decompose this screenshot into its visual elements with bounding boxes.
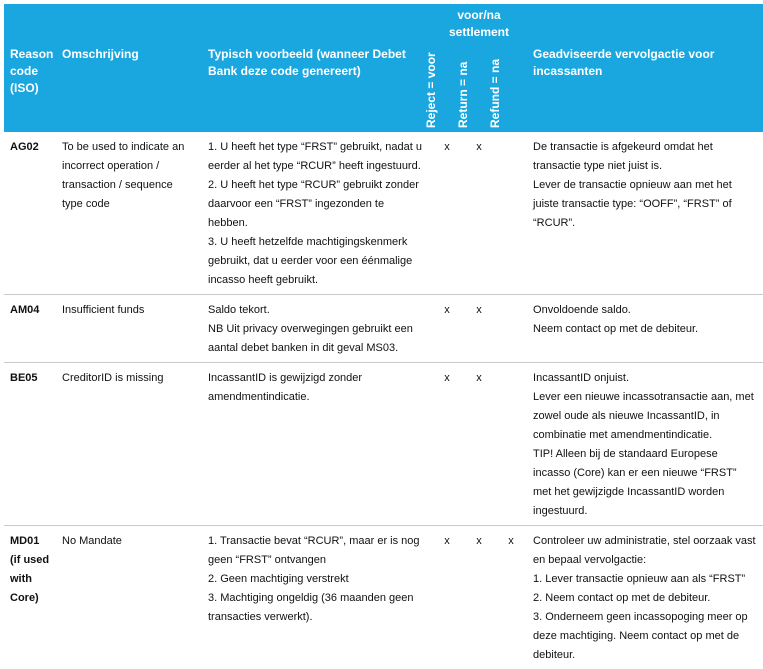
refund-mark [495,363,527,526]
header-reject-label: Reject = voor [423,44,439,128]
voorbeeld-line: Saldo tekort. [208,301,425,320]
vervolgactie-cell [527,295,763,363]
header-reason-code: Reason code (ISO) [4,4,56,132]
reason-code-cell: AM04 [4,295,56,363]
return-mark: x [463,132,495,295]
refund-mark: x [495,526,527,669]
voorbeeld-cell [202,526,431,669]
vervolgactie-line: Lever de transactie opnieuw aan met het juiste transactie type: “OOFF”, “FRST” of “RCUR”. [533,176,757,233]
voorbeeld-line: 1. U heeft het type “FRST” gebruikt, nadat u eerder al het type “RCUR” heeft ingestuurd. [208,138,425,176]
omschrijving-cell: Insufficient funds [56,295,202,363]
vervolgactie-line: Controleer uw administratie, stel oorzaak vast en bepaal vervolgactie: [533,532,757,570]
vervolgactie-line: 3. Onderneem geen incassopoging meer op deze machtiging. Neem contact op met de debiteur. [533,608,757,665]
reject-mark: x [431,526,463,669]
header-omschrijving: Omschrijving [56,4,202,132]
reason-code-cell: BE05 [4,363,56,526]
reason-codes-table [4,4,763,669]
vervolgactie-line: TIP! Alleen bij de standaard Europese incasso (Core) kan er een nieuwe “FRST” met het gewijzigde IncassantID worden ingestuurd. [533,445,757,521]
table-body [4,132,763,669]
return-mark: x [463,295,495,363]
omschrijving-cell: To be used to indicate an incorrect operation / transaction / sequence type code [56,132,202,295]
reject-mark: x [431,295,463,363]
return-mark: x [463,526,495,669]
header-typisch-voorbeeld: Typisch voorbeeld (wanneer Debet Bank deze code genereert) [202,4,431,132]
omschrijving-cell: CreditorID is missing [56,363,202,526]
header-vervolgactie: Geadviseerde vervolgactie voor incassanten [527,4,763,132]
reject-mark: x [431,363,463,526]
refund-mark [495,295,527,363]
refund-mark [495,132,527,295]
voorbeeld-line: 2. Geen machtiging verstrekt [208,570,425,589]
header-voor-na-settlement: voor/na settlement [431,4,527,44]
voorbeeld-line: 3. U heeft hetzelfde machtigingskenmerk gebruikt, dat u eerder voor een éénmalige incasso heeft gebruikt. [208,233,425,290]
voorbeeld-line: 3. Machtiging ongeldig (36 maanden geen transacties verwerkt). [208,589,425,627]
header-return-label: Return = na [455,44,471,128]
voorbeeld-cell [202,295,431,363]
table-row [4,295,763,363]
vervolgactie-cell [527,132,763,295]
vervolgactie-line: IncassantID onjuist. [533,369,757,388]
table-row [4,526,763,669]
voorbeeld-line: 1. Transactie bevat “RCUR”, maar er is nog geen “FRST” ontvangen [208,532,425,570]
voorbeeld-line: 2. U heeft het type “RCUR” gebruikt zonder daarvoor een “FRST” ingezonden te hebben. [208,176,425,233]
reason-code-cell: AG02 [4,132,56,295]
vervolgactie-line: Lever een nieuwe incassotransactie aan, met zowel oude als nieuwe IncassantID, in combinatie met amendmentindicatie. [533,388,757,445]
voorbeeld-line: IncassantID is gewijzigd zonder amendmentindicatie. [208,369,425,407]
voorbeeld-cell [202,132,431,295]
reason-code-cell: MD01 (if used with Core) [4,526,56,669]
vervolgactie-line: Onvoldoende saldo. [533,301,757,320]
table-header [4,4,763,132]
voorbeeld-cell [202,363,431,526]
voorbeeld-line: NB Uit privacy overwegingen gebruikt een aantal debet banken in dit geval MS03. [208,320,425,358]
table-row [4,132,763,295]
vervolgactie-line: 1. Lever transactie opnieuw aan als “FRST” [533,570,757,589]
return-mark: x [463,363,495,526]
header-refund [495,44,527,132]
table-row [4,363,763,526]
vervolgactie-cell [527,363,763,526]
vervolgactie-line: Neem contact op met de debiteur. [533,320,757,339]
header-refund-label: Refund = na [487,44,503,128]
vervolgactie-cell [527,526,763,669]
vervolgactie-line: De transactie is afgekeurd omdat het transactie type niet juist is. [533,138,757,176]
reject-mark: x [431,132,463,295]
vervolgactie-line: 2. Neem contact op met de debiteur. [533,589,757,608]
omschrijving-cell: No Mandate [56,526,202,669]
